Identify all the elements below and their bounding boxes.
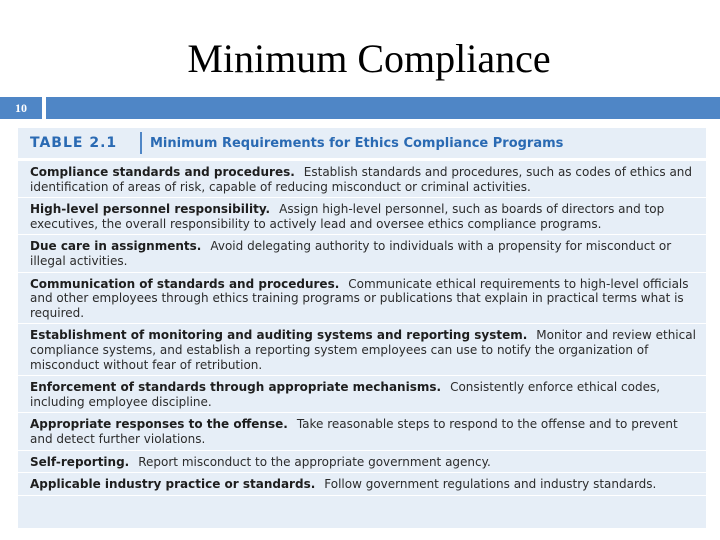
table-row [18,376,706,413]
table-row [18,235,706,272]
table-row [18,324,706,376]
table-row [18,451,706,474]
row-text: Take reasonable steps to respond to the offense and to prevent and detect further violations. [30,417,678,446]
title-accent-bar [46,97,720,119]
row-term: Applicable industry practice or standards. [30,477,316,492]
table-row [18,161,706,198]
row-text: Avoid delegating authority to individuals with a propensity for misconduct or illegal activities. [30,239,672,268]
row-text: Assign high-level personnel, such as boards of directors and top executives, the overall responsibility to actively lead and oversee ethics compliance programs. [30,202,665,231]
row-term: Compliance standards and procedures. [30,165,295,179]
row-text: Communicate ethical requirements to high-level officials and other employees through ethics training programs or publications that explain in practical terms what is required. [30,276,689,320]
row-term: Appropriate responses to the offense. [30,417,288,432]
header-divider [140,132,142,154]
table-row [18,473,706,496]
row-term: Enforcement of standards through appropriate mechanisms. [30,380,442,395]
row-text: Monitor and review ethical compliance systems, and establish a reporting system employees can use to notify the organization of misconduct without fear of retribution. [30,328,696,372]
ethics-requirements-table [18,128,706,528]
row-term: Self-reporting. [30,454,130,469]
row-term: High-level personnel responsibility. [30,202,271,217]
row-term: Due care in assignments. [30,239,202,254]
table-caption: Minimum Requirements for Ethics Compliance Programs [150,135,564,151]
table-row [18,198,706,235]
row-text: Follow government regulations and industry standards. [324,477,657,492]
row-text: Report misconduct to the appropriate government agency. [138,454,491,469]
slide-title: Minimum Compliance [187,36,551,81]
table-row [18,273,706,325]
table-row [18,413,706,450]
slide-number: 10 [0,97,42,119]
row-text: Establish standards and procedures, such as codes of ethics and identification of areas of risk, capable of reducing misconduct or criminal activities. [30,165,693,194]
row-term: Establishment of monitoring and auditing systems and reporting system. [30,328,528,343]
table-label: TABLE 2.1 [30,135,118,151]
row-term: Communication of standards and procedures. [30,276,340,291]
row-text: Consistently enforce ethical codes, including employee discipline. [30,380,661,409]
table-rows [18,161,706,496]
table-header [18,128,706,161]
